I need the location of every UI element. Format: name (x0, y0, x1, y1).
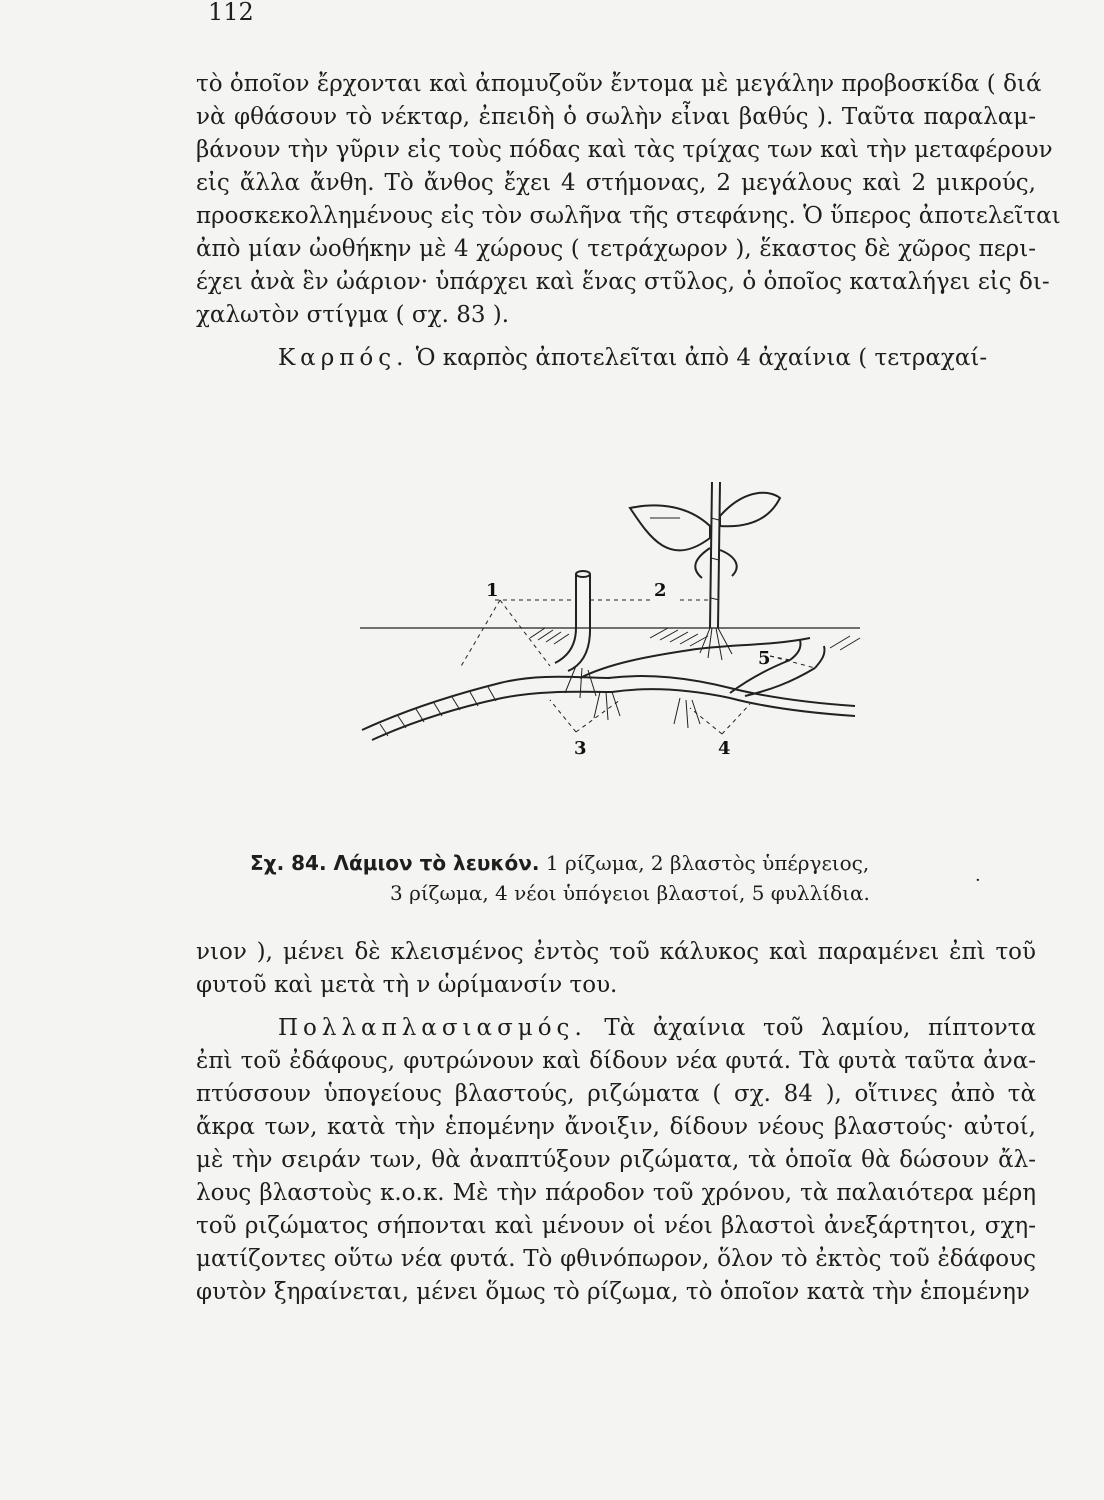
text-line: ἄκρα των, κατὰ τὴν ἑπομένην ἄνοιξιν, δίδουν νέους βλαστούς· αὐτοί, (196, 1114, 1036, 1140)
figure-label-5: 5 (758, 648, 771, 669)
text-line: βάνουν τὴν γῦριν εἰς τοὺς πόδας καὶ τὰς τρίχας των καὶ τὴν μεταφέρουν (196, 137, 1053, 163)
figure-caption (250, 848, 970, 908)
text-line: προσκεκολλημένους εἰς τὸν σωλῆνα τῆς στεφάνης. Ὁ ὕπερος ἀποτελεῖται (196, 203, 1061, 229)
figure-label-2: 2 (654, 580, 667, 601)
text-line: εἰς ἄλλα ἄνθη. Τὸ ἄνθος ἔχει 4 στήμονας, 2 μεγάλους καὶ 2 μικρούς, (196, 170, 1036, 196)
section-heading-propagation: Πολλαπλασιασμός. (278, 1015, 587, 1041)
caption-title: Σχ. 84. Λάμιον τὸ λευκόν. (250, 851, 540, 875)
paragraph-fruit-continued (196, 936, 1036, 1002)
text-line: νὰ φθάσουν τὸ νέκταρ, ἐπειδὴ ὁ σωλὴν εἶναι βαθύς ). Ταῦτα παραλαμ- (196, 104, 1036, 130)
paragraph-flower (196, 68, 1061, 332)
text-line: τοῦ ριζώματος σήπονται καὶ μένουν οἱ νέοι βλαστοὶ ἀνεξάρτητοι, σχη- (196, 1213, 1036, 1239)
text-line: ἐπὶ τοῦ ἐδάφους, φυτρώνουν καὶ δίδουν νέα φυτά. Τὰ φυτὰ ταῦτα ἀνα- (196, 1048, 1036, 1074)
figure-label-4: 4 (718, 738, 731, 759)
text-line: λους βλαστοὺς κ.ο.κ. Μὲ τὴν πάροδον τοῦ χρόνου, τὰ παλαιότερα μέρη (196, 1180, 1036, 1206)
rhizome-illustration (350, 478, 870, 768)
paragraph-propagation (196, 1012, 1036, 1309)
text-line: Ὁ καρπὸς ἀποτελεῖται ἀπὸ 4 ἀχαίνια ( τετραχαί- (415, 345, 988, 371)
text-line: έχει ἀνὰ ἓν ὠάριον· ὑπάρχει καὶ ἕνας στῦλος, ὁ ὁποῖος καταλήγει εἰς δι- (196, 269, 1050, 295)
paragraph-fruit (196, 342, 1036, 375)
caption-line-2: 3 ρίζωμα, 4 νέοι ὑπόγειοι βλαστοί, 5 φυλλίδια. (390, 881, 870, 905)
caption-line-1: 1 ρίζωμα, 2 βλαστὸς ὑπέργειος, (545, 851, 870, 875)
text-line: μὲ τὴν σειράν των, θὰ ἀναπτύξουν ριζώματα, τὰ ὁποῖα θὰ δώσουν ἄλ- (196, 1147, 1036, 1173)
figure-label-3: 3 (574, 738, 587, 759)
stray-dot: · (975, 870, 981, 891)
text-line: νιον ), μένει δὲ κλεισμένος ἐντὸς τοῦ κάλυκος καὶ παραμένει ἐπὶ τοῦ (196, 939, 1036, 965)
text-line: ἀπὸ μίαν ὠοθήκην μὲ 4 χώρους ( τετράχωρον ), ἕκαστος δὲ χῶρος περι- (196, 236, 1036, 262)
text-line: φυτοῦ καὶ μετὰ τὴ ν ὡρίμανσίν του. (196, 972, 618, 998)
text-line: φυτὸν ξηραίνεται, μένει ὅμως τὸ ρίζωμα, τὸ ὁποῖον κατὰ τὴν ἑπομένην (196, 1279, 1030, 1305)
text-line: χαλωτὸν στίγμα ( σχ. 83 ). (196, 302, 510, 328)
text-line: τὸ ὁποῖον ἔρχονται καὶ ἀπομυζοῦν ἔντομα μὲ μεγάλην προβοσκίδα ( διά (196, 71, 1042, 97)
section-heading-fruit: Καρπός. (278, 345, 409, 371)
text-line: ματίζοντες οὕτω νέα φυτά. Τὸ φθινόπωρον, ὅλον τὸ ἐκτὸς τοῦ ἐδάφους (196, 1246, 1036, 1272)
text-line: πτύσσουν ὑπογείους βλαστούς, ριζώματα ( σχ. 84 ), οἵτινες ἀπὸ τὰ (196, 1081, 1036, 1107)
text-line: Τὰ ἀχαίνια τοῦ λαμίου, πίπτοντα (604, 1015, 1037, 1041)
show-through-text (280, 440, 286, 461)
page-number: 112 (208, 0, 254, 26)
figure-label-1: 1 (486, 580, 499, 601)
